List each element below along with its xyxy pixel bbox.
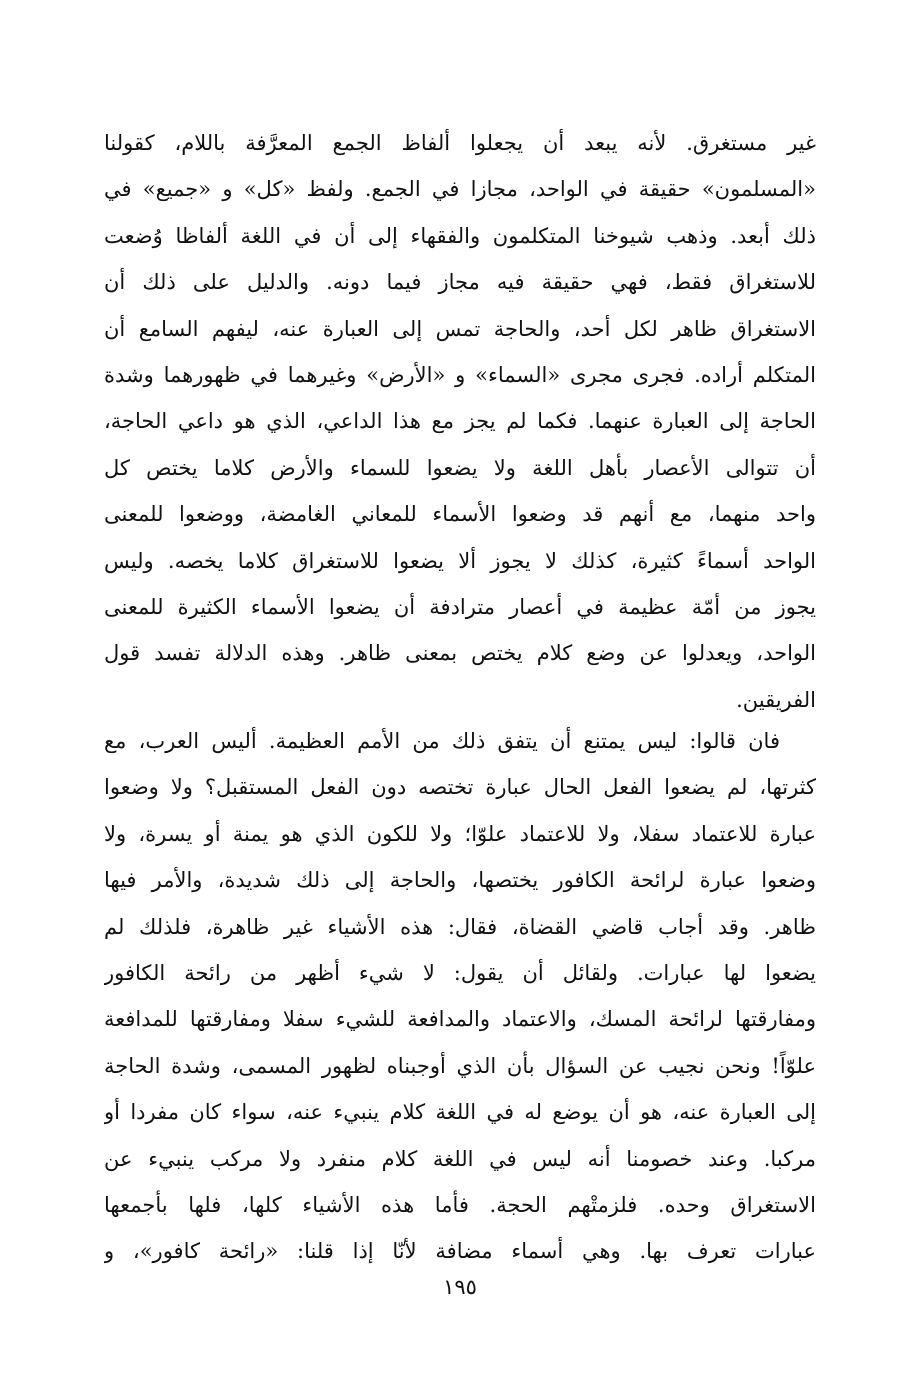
text-line: الفريقين. bbox=[736, 687, 816, 712]
text-line: للاستغراق فقط، فهي حقيقة فيه مجاز فيما دونه. والدليل على ذلك أن bbox=[104, 270, 816, 295]
text-line: الحاجة إلى العبارة عنهما. فكما لم يجز مع هذا الداعي، الذي هو داعي الحاجة، bbox=[104, 409, 816, 434]
page-number: ١٩٥ bbox=[443, 1275, 477, 1299]
text-line: الاستغراق وحده. فلزمتْهم الحجة. فأما هذه الأشياء كلها، فلها بأجمعها bbox=[104, 1192, 816, 1217]
text-line: الواحد أسماءً كثيرة، كذلك لا يجوز ألا يضعوا للاستغراق كلاما يخصه. وليس bbox=[104, 548, 816, 573]
text-line: علوّاً! ونحن نجيب عن السؤال بأن الذي أوجبناه لظهور المسمى، وشدة الحاجة bbox=[104, 1053, 816, 1078]
text-line: ومفارقتها لرائحة المسك، والاعتماد والمدافعة للشيء سفلا ومفارقتها للمدافعة bbox=[104, 1007, 816, 1032]
text-line: إلى العبارة عنه، هو أن يوضع له في اللغة كلام ينبيء عنه، سواء كان مفردا أو bbox=[104, 1100, 816, 1125]
text-line: ذلك أبعد. وذهب شيوخنا المتكلمون والفقهاء إلى أن في اللغة ألفاظا وُضعت bbox=[104, 223, 816, 248]
paragraph-2 bbox=[104, 718, 816, 1275]
text-line: الواحد، ويعدلوا عن وضع كلام يختص بمعنى ظاهر. وهذه الدلالة تفسد قول bbox=[104, 641, 816, 666]
text-line: يجوز من أمّة عظيمة في أعصار مترادفة أن يضعوا الأسماء الكثيرة للمعنى bbox=[104, 594, 816, 619]
text-line: «المسلمون» حقيقة في الواحد، مجازا في الجمع. ولفظ «كل» و «جميع» في bbox=[104, 177, 816, 202]
text-line: أن تتوالى الأعصار بأهل اللغة ولا يضعوا للسماء والأرض كلاما يختص كل bbox=[104, 455, 816, 480]
text-line: وضعوا عبارة لرائحة الكافور يختصها، والحاجة إلى ذلك شديدة، والأمر فيها bbox=[104, 868, 816, 893]
text-line: غير مستغرق. لأنه يبعد أن يجعلوا ألفاظ الجمع المعرَّفة باللام، كقولنا bbox=[104, 131, 816, 155]
text-line: فان قالوا: ليس يمتنع أن يتفق ذلك من الأمم العظيمة. أليس العرب، مع bbox=[104, 729, 780, 753]
text-line: يضعوا لها عبارات. ولقائل أن يقول: لا شيء أظهر من رائحة الكافور bbox=[104, 960, 816, 985]
text-line: ظاهر. وقد أجاب قاضي القضاة، فقال: هذه الأشياء غير ظاهرة، فلذلك لم bbox=[104, 914, 816, 939]
text-line: عبارة للاعتماد سفلا، ولا للاعتماد علوّا؛ ولا للكون الذي هو يمنة أو يسرة، ولا bbox=[104, 821, 816, 846]
text-line: المتكلم أراده. فجرى مجرى «السماء» و «الأرض» وغيرهما في ظهورهما وشدة bbox=[104, 362, 816, 387]
text-line: واحد منهما، مع أنهم قد وضعوا الأسماء للمعاني الغامضة، ووضعوا للمعنى bbox=[104, 502, 816, 527]
text-line: كثرتها، لم يضعوا الفعل الحال عبارة تختصه دون الفعل المستقبل؟ ولا وضعوا bbox=[104, 775, 816, 800]
text-line: الاستغراق ظاهر لكل أحد، والحاجة تمس إلى العبارة عنه، ليفهم السامع أن bbox=[104, 316, 816, 341]
text-line: مركبا. وعند خصومنا أنه ليس في اللغة كلام منفرد ولا مركب ينبيء عن bbox=[104, 1146, 816, 1171]
paragraph-1 bbox=[104, 120, 816, 723]
text-line: عبارات تعرف بها. وهي أسماء مضافة لأنّا إذا قلنا: «رائحة كافور»، و bbox=[104, 1239, 816, 1264]
